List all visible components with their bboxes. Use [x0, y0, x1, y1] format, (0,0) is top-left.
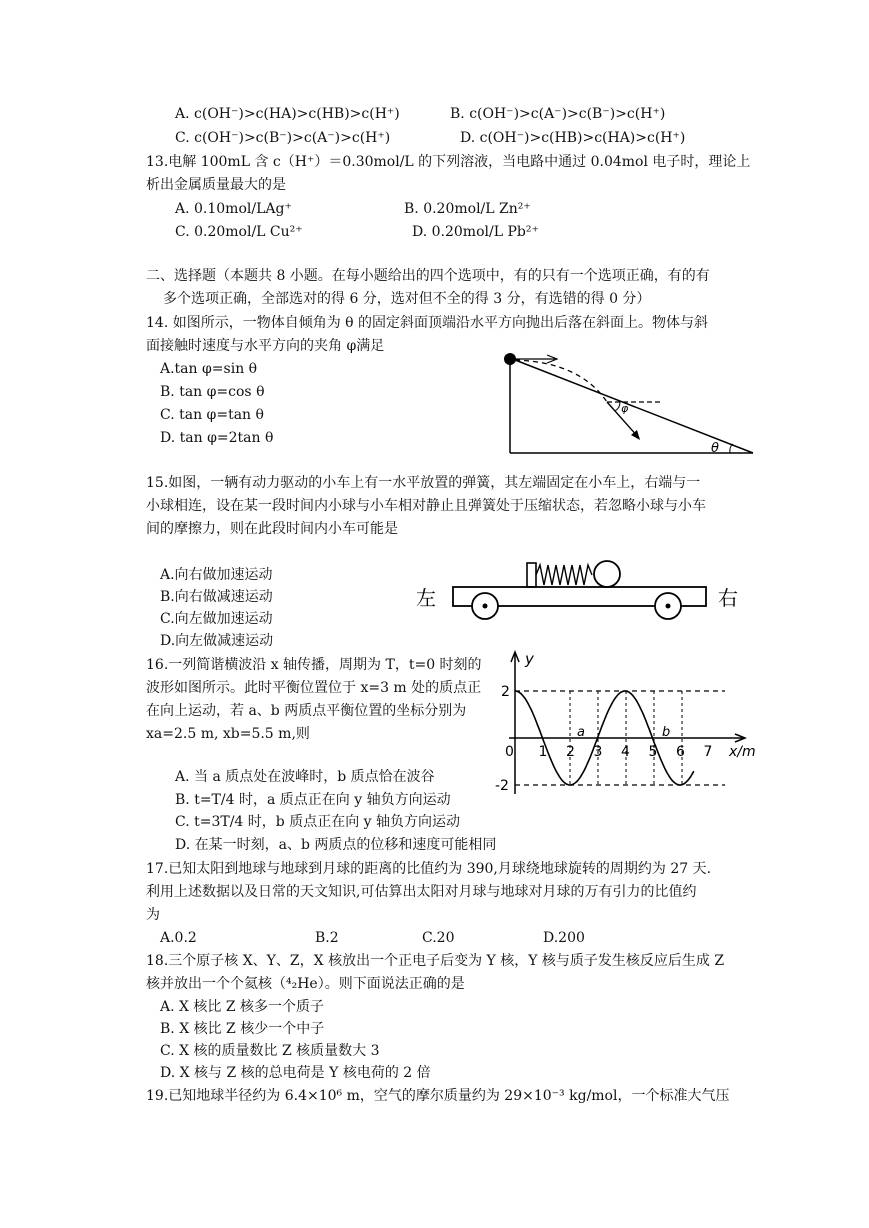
ball [594, 561, 620, 587]
x-tick-label: 4 [621, 744, 630, 760]
x-axis-label: x/m [729, 744, 756, 760]
phi-angle-arc [615, 402, 620, 411]
x-tick-label: 2 [566, 744, 575, 760]
q12-option-a: A. c(OH⁻)>c(HA)>c(HB)>c(H⁺) [175, 106, 400, 122]
q12-option-d: D. c(OH⁻)>c(HB)>c(HA)>c(H⁺) [460, 130, 686, 146]
q17-option-a: A.0.2 [160, 930, 197, 946]
x-tick-label: 7 [703, 744, 713, 760]
q12-option-b: B. c(OH⁻)>c(A⁻)>c(B⁻)>c(H⁺) [450, 106, 666, 122]
point-b-label: b [662, 725, 671, 740]
x-tick-label: 3 [593, 744, 603, 760]
q17-stem-line3: 为 [146, 907, 160, 923]
q18-option-c: C. X 核的质量数比 Z 核质量数大 3 [160, 1043, 380, 1059]
q13-option-a: A. 0.10mol/LAg⁺ [175, 201, 292, 217]
q14-stem-line2: 面接触时速度与水平方向的夹角 φ满足 [146, 338, 385, 354]
q14-option-b: B. tan φ=cos θ [160, 384, 265, 400]
x-ticks [505, 744, 712, 760]
q16-stem-line4: xa=2.5 m, xb=5.5 m,则 [146, 726, 310, 742]
cart-figure [410, 548, 750, 626]
q15-option-a: A.向右做加速运动 [160, 567, 273, 583]
q13-option-b: B. 0.20mol/L Zn²⁺ [404, 201, 531, 217]
cart-left-label: 左 [416, 586, 436, 610]
q15-option-b: B.向右做减速运动 [160, 589, 273, 605]
x-tick-label: 6 [676, 744, 685, 760]
projectile-ball [504, 353, 516, 365]
q18-option-b: B. X 核比 Z 核少一个中子 [160, 1021, 325, 1037]
q16-option-a: A. 当 a 质点处在波峰时，b 质点恰在波谷 [175, 769, 435, 785]
y-tick-bottom: -2 [495, 778, 509, 794]
q17-option-d: D.200 [543, 930, 585, 946]
q14-stem-line1: 14. 如图所示，一物体自倾角为 θ 的固定斜面顶端沿水平方向抛出后落在斜面上。物体与斜 [146, 315, 709, 331]
q15-option-c: C.向左做加速运动 [160, 611, 273, 627]
cart-right-label: 右 [718, 586, 738, 610]
q17-option-b: B.2 [315, 930, 339, 946]
q15-option-d: D.向左做减速运动 [160, 633, 274, 649]
q14-option-d: D. tan φ=2tan θ [160, 430, 274, 446]
spring-coil [536, 565, 592, 585]
q18-option-a: A. X 核比 Z 核多一个质子 [160, 999, 325, 1015]
point-a-label: a [577, 725, 585, 740]
q15-stem-line3: 间的摩擦力，则在此段时间内小车可能是 [146, 521, 398, 537]
spring-wall [527, 563, 536, 587]
q17-stem-line2: 利用上述数据以及日常的天文知识,可估算出太阳对月球与地球对月球的万有引力的比值约 [146, 884, 697, 900]
x-tick-label: 5 [648, 744, 658, 760]
q13-stem-line2: 析出金属质量最大的是 [146, 177, 286, 193]
q15-stem-line2: 小球相连，设在某一段时间内小球与小车相对静止且弹簧处于压缩状态，若忽略小球与小车 [146, 498, 706, 514]
q16-option-c: C. t=3T/4 时，b 质点正在向 y 轴负方向运动 [175, 814, 461, 830]
q18-option-d: D. X 核与 Z 核的总电荷是 Y 核电荷的 2 倍 [160, 1065, 431, 1081]
q18-stem-line1: 18.三个原子核 X、Y、Z，X 核放出一个正电子后变为 Y 核，Y 核与质子发生核反应后生成 Z [146, 953, 725, 969]
section2-heading-line2: 多个选项正确，全部选对的得 6 分，选对但不全的得 3 分，有选错的得 0 分） [163, 291, 651, 307]
trajectory-dashed [515, 360, 607, 402]
q17-stem-line1: 17.已知太阳到地球与地球到月球的距离的比值约为 390,月球绕地球旋转的周期约为 27 天. [146, 861, 712, 877]
q13-option-c: C. 0.20mol/L Cu²⁺ [175, 224, 303, 240]
q16-stem-line3: 在向上运动，若 a、b 两质点平衡位置的坐标分别为 [146, 703, 467, 719]
wave-figure [495, 648, 770, 798]
theta-label: θ [711, 441, 719, 456]
q17-option-c: C.20 [422, 930, 455, 946]
q14-option-a: A.tan φ=sin θ [160, 361, 258, 377]
q15-stem-line1: 15.如图，一辆有动力驱动的小车上有一水平放置的弹簧，其左端固定在小车上，右端与一 [146, 475, 701, 491]
q13-option-d: D. 0.20mol/L Pb²⁺ [412, 224, 539, 240]
q16-option-b: B. t=T/4 时，a 质点正在向 y 轴负方向运动 [175, 792, 451, 808]
q16-stem-line2: 波形如图所示。此时平衡位置位于 x=3 m 处的质点正 [146, 680, 482, 696]
q14-option-c: C. tan φ=tan θ [160, 407, 264, 423]
x-tick-label: 1 [538, 744, 548, 760]
q19-stem-line1: 19.已知地球半径约为 6.4×10⁶ m，空气的摩尔质量约为 29×10⁻³ kg/mol，一个标准大气压 [146, 1088, 730, 1104]
q16-stem-line1: 16.一列简谐横波沿 x 轴传播，周期为 T，t=0 时刻的 [146, 657, 482, 673]
q16-option-d: D. 在某一时刻，a、b 两质点的位移和速度可能相同 [175, 837, 497, 853]
q18-stem-line2: 核并放出一个个氦核（⁴₂He）。则下面说法正确的是 [146, 976, 465, 992]
section2-heading-line1: 二、选择题（本题共 8 小题。在每小题给出的四个选项中，有的只有一个选项正确，有的有 [146, 268, 710, 284]
incline-slope [510, 358, 753, 453]
phi-label: φ [621, 402, 629, 415]
incline-figure [495, 348, 760, 460]
x-tick-label: 0 [505, 744, 514, 760]
q13-stem-line1: 13.电解 100mL 含 c（H⁺）＝0.30mol/L 的下列溶液，当电路中通过 0.04mol 电子时，理论上 [146, 154, 751, 170]
y-axis-label: y [525, 650, 534, 668]
q12-option-c: C. c(OH⁻)>c(B⁻)>c(A⁻)>c(H⁺) [175, 130, 391, 146]
y-tick-top: 2 [501, 684, 510, 700]
